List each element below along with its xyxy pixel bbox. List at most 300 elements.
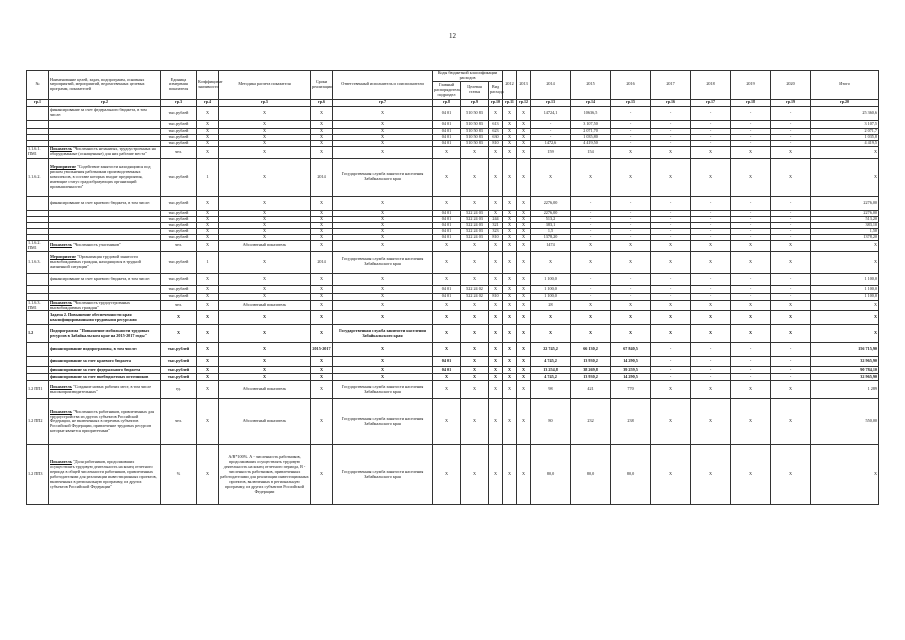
- row-target-item: X: [461, 251, 489, 273]
- row-value-2020: X: [771, 300, 811, 311]
- row-name: Показатель "Численность участников": [49, 240, 161, 251]
- row-value-2015: -: [571, 210, 611, 216]
- row-main-manager: 04 01: [433, 367, 461, 374]
- row-target-item: X: [461, 367, 489, 374]
- row-main-manager: X: [433, 251, 461, 273]
- row-target-item: 522 24 03: [461, 234, 489, 240]
- row-value-2013: X: [517, 293, 531, 300]
- row-value-2013: X: [517, 210, 531, 216]
- row-total: 1,50: [811, 228, 879, 234]
- row-value-2018: -: [691, 293, 731, 300]
- row-unit: тыс.рублей: [161, 134, 197, 140]
- header-year-2018: 2018: [691, 71, 731, 100]
- row-responsible: Государственная служба занятости населения Забайкальского края: [333, 445, 433, 505]
- row-name-keyword: Показатель: [50, 459, 72, 465]
- header-target-item: Целевая статья: [461, 81, 489, 99]
- row-value-2012: X: [503, 251, 517, 273]
- table-body: [27, 106, 879, 505]
- row-value-2020: -: [771, 128, 811, 134]
- row-value-2018: -: [691, 357, 731, 367]
- row-value-2016: -: [611, 293, 651, 300]
- row-method: X: [219, 128, 311, 134]
- row-value-2020: -: [771, 120, 811, 128]
- row-value-2018: X: [691, 325, 731, 343]
- row-target-item: 522 24 02: [461, 285, 489, 293]
- row-value-2012: X: [503, 228, 517, 234]
- row-responsible: X: [333, 210, 433, 216]
- row-target-item: X: [461, 357, 489, 367]
- row-value-2019: -: [731, 357, 771, 367]
- row-unit: X: [161, 325, 197, 343]
- row-method: X: [219, 120, 311, 128]
- row-term: X: [311, 128, 333, 134]
- row-value-2016: -: [611, 222, 651, 228]
- row-target-item: X: [461, 399, 489, 445]
- row-value-2013: X: [517, 381, 531, 399]
- row-main-manager: 04 01: [433, 210, 461, 216]
- row-coefficient: X: [197, 210, 219, 216]
- row-value-2012: X: [503, 325, 517, 343]
- row-value-2018: -: [691, 234, 731, 240]
- row-target-item: 510 50 83: [461, 134, 489, 140]
- row-coefficient: X: [197, 381, 219, 399]
- row-coefficient: X: [197, 128, 219, 134]
- row-value-2019: -: [731, 293, 771, 300]
- row-value-2017: -: [651, 222, 691, 228]
- row-value-2018: -: [691, 285, 731, 293]
- row-value-2015: -: [571, 285, 611, 293]
- row-responsible: X: [333, 311, 433, 325]
- row-term: X: [311, 273, 333, 285]
- row-value-2019: -: [731, 367, 771, 374]
- row-total: 2 071,7: [811, 128, 879, 134]
- row-expense-type: X: [489, 374, 503, 381]
- header-year-2012: 2012: [503, 71, 517, 100]
- row-value-2020: -: [771, 140, 811, 146]
- row-number: 1.1.6.1. ПМ1: [27, 146, 49, 158]
- row-value-2017: -: [651, 343, 691, 357]
- row-value-2014: -: [531, 134, 571, 140]
- row-expense-type: X: [489, 357, 503, 367]
- row-value-2020: X: [771, 445, 811, 505]
- row-main-manager: X: [433, 311, 461, 325]
- row-number: [27, 367, 49, 374]
- row-expense-type: X: [489, 311, 503, 325]
- row-term: X: [311, 140, 333, 146]
- row-value-2013: X: [517, 251, 531, 273]
- row-term: X: [311, 374, 333, 381]
- row-value-2017: X: [651, 300, 691, 311]
- row-value-2013: X: [517, 311, 531, 325]
- row-main-manager: X: [433, 146, 461, 158]
- row-target-item: X: [461, 196, 489, 210]
- table-row: [27, 251, 879, 273]
- row-total: 1378,20: [811, 234, 879, 240]
- row-term: X: [311, 381, 333, 399]
- row-total: 32 965,90: [811, 357, 879, 367]
- row-value-2018: X: [691, 399, 731, 445]
- row-value-2012: X: [503, 381, 517, 399]
- row-value-2013: X: [517, 106, 531, 120]
- row-expense-type: 323: [489, 228, 503, 234]
- row-value-2020: -: [771, 106, 811, 120]
- row-total: 4 419,5: [811, 140, 879, 146]
- row-target-item: 510 50 83: [461, 120, 489, 128]
- row-responsible: X: [333, 285, 433, 293]
- row-main-manager: X: [433, 374, 461, 381]
- row-coefficient: X: [197, 325, 219, 343]
- row-method: X: [219, 140, 311, 146]
- row-value-2020: -: [771, 357, 811, 367]
- row-value-2016: -: [611, 128, 651, 134]
- row-value-2019: -: [731, 128, 771, 134]
- column-number: гр.12: [517, 99, 531, 106]
- row-value-2013: X: [517, 240, 531, 251]
- row-coefficient: X: [197, 374, 219, 381]
- row-value-2013: X: [517, 285, 531, 293]
- row-value-2016: -: [611, 210, 651, 216]
- row-coefficient: X: [197, 146, 219, 158]
- row-name: Показатель "Численность трудоустроенных высвобождаемых граждан": [49, 300, 161, 311]
- row-name: финансирование за счет краевого бюджета, в том числе:: [49, 196, 161, 210]
- row-coefficient: X: [197, 293, 219, 300]
- row-value-2020: -: [771, 134, 811, 140]
- row-total: 513,20: [811, 216, 879, 222]
- row-number: 1.1.6.2.: [27, 158, 49, 196]
- header-number: №: [27, 71, 49, 100]
- row-responsible: X: [333, 357, 433, 367]
- table-row: [27, 367, 879, 374]
- row-target-item: X: [461, 325, 489, 343]
- row-responsible: X: [333, 128, 433, 134]
- row-value-2013: X: [517, 146, 531, 158]
- row-value-2017: -: [651, 216, 691, 222]
- row-value-2017: X: [651, 240, 691, 251]
- row-target-item: X: [461, 311, 489, 325]
- row-value-2017: -: [651, 374, 691, 381]
- row-method: X: [219, 311, 311, 325]
- table-row: [27, 325, 879, 343]
- row-value-2016: -: [611, 228, 651, 234]
- row-main-manager: X: [433, 158, 461, 196]
- header-year-2013: 2013: [517, 71, 531, 100]
- row-value-2014: 1,5: [531, 228, 571, 234]
- row-value-2015: X: [571, 311, 611, 325]
- row-value-2012: X: [503, 399, 517, 445]
- row-method: Абсолютный показатель: [219, 240, 311, 251]
- row-value-2018: X: [691, 240, 731, 251]
- row-number: 1.2 ПП3: [27, 445, 49, 505]
- row-expense-type: X: [489, 325, 503, 343]
- row-term: X: [311, 120, 333, 128]
- row-coefficient: X: [197, 343, 219, 357]
- row-main-manager: X: [433, 381, 461, 399]
- row-name: [49, 120, 161, 128]
- row-value-2016: -: [611, 285, 651, 293]
- row-value-2019: X: [731, 445, 771, 505]
- row-method: X: [219, 158, 311, 196]
- row-value-2016: X: [611, 158, 651, 196]
- row-total: 1 289: [811, 381, 879, 399]
- row-total: 383,10: [811, 222, 879, 228]
- row-method: X: [219, 285, 311, 293]
- row-number: [27, 311, 49, 325]
- row-name: Подпрограмма "Повышение мобильности трудовых ресурсов в Забайкальском крае на 2015-2017 годы": [49, 325, 161, 343]
- row-value-2012: X: [503, 285, 517, 293]
- row-value-2017: -: [651, 293, 691, 300]
- row-value-2019: X: [731, 146, 771, 158]
- row-value-2012: X: [503, 374, 517, 381]
- row-method: X: [219, 273, 311, 285]
- row-value-2018: -: [691, 367, 731, 374]
- row-target-item: 522 24 03: [461, 228, 489, 234]
- row-coefficient: X: [197, 106, 219, 120]
- row-value-2014: 383,1: [531, 222, 571, 228]
- program-table-sheet: [26, 70, 878, 505]
- row-unit: %: [161, 445, 197, 505]
- row-value-2018: -: [691, 216, 731, 222]
- row-expense-type: X: [489, 399, 503, 445]
- row-value-2012: X: [503, 273, 517, 285]
- row-value-2020: -: [771, 222, 811, 228]
- row-value-2012: X: [503, 216, 517, 222]
- row-value-2018: -: [691, 222, 731, 228]
- row-main-manager: 04 01: [433, 285, 461, 293]
- row-expense-type: X: [489, 381, 503, 399]
- row-value-2018: -: [691, 106, 731, 120]
- row-value-2015: 80,0: [571, 445, 611, 505]
- row-value-2014: 1 100,0: [531, 293, 571, 300]
- row-value-2020: X: [771, 251, 811, 273]
- table-row: [27, 300, 879, 311]
- row-value-2012: X: [503, 300, 517, 311]
- row-value-2015: -: [571, 228, 611, 234]
- row-responsible: X: [333, 196, 433, 210]
- row-total: X: [811, 300, 879, 311]
- header-term: Сроки реализации: [311, 71, 333, 100]
- row-value-2019: -: [731, 140, 771, 146]
- row-value-2012: X: [503, 234, 517, 240]
- row-main-manager: 04 01: [433, 357, 461, 367]
- row-main-manager: X: [433, 300, 461, 311]
- row-expense-type: X: [489, 106, 503, 120]
- row-method: X: [219, 234, 311, 240]
- row-name: Мероприятие "Содействие занятости находящимся под риском увольнения работникам производственных комплексов, в составе которых входят предприятия, имеющие статус градообразующих организаций промышленности": [49, 158, 161, 196]
- row-value-2016: 67 840,5: [611, 343, 651, 357]
- row-expense-type: 810: [489, 234, 503, 240]
- row-value-2015: 13 930,2: [571, 357, 611, 367]
- table-row: [27, 357, 879, 367]
- row-expense-type: X: [489, 210, 503, 216]
- table-row: [27, 146, 879, 158]
- row-value-2012: X: [503, 140, 517, 146]
- row-total: 25 360,6: [811, 106, 879, 120]
- row-value-2020: -: [771, 234, 811, 240]
- page-number: 12: [449, 32, 456, 40]
- row-value-2014: 4 745,2: [531, 357, 571, 367]
- row-value-2018: X: [691, 445, 731, 505]
- row-value-2015: 421: [571, 381, 611, 399]
- row-term: X: [311, 311, 333, 325]
- row-coefficient: X: [197, 240, 219, 251]
- row-coefficient: X: [197, 196, 219, 210]
- row-expense-type: 321: [489, 222, 503, 228]
- row-target-item: X: [461, 381, 489, 399]
- row-coefficient: X: [197, 134, 219, 140]
- row-value-2014: 1 100,0: [531, 285, 571, 293]
- row-value-2019: X: [731, 399, 771, 445]
- row-name: Показатель "Доля работников, продолживших осуществлять трудовую деятельность на конец отчетного периода в общей численности работников, привлеченных работодателями для реализации инвестиционных проектов, включенных в региональную программу, из других субъектов Российской Федерации": [49, 445, 161, 505]
- row-responsible: X: [333, 300, 433, 311]
- row-total: 2276,00: [811, 210, 879, 216]
- row-value-2015: 3 107,50: [571, 120, 611, 128]
- row-value-2015: X: [571, 325, 611, 343]
- row-number: 1.1.6.3. ПМ1: [27, 300, 49, 311]
- row-value-2016: X: [611, 240, 651, 251]
- row-value-2020: -: [771, 367, 811, 374]
- row-value-2017: -: [651, 134, 691, 140]
- row-value-2012: X: [503, 134, 517, 140]
- row-expense-type: 623: [489, 128, 503, 134]
- row-expense-type: 630: [489, 134, 503, 140]
- row-value-2018: -: [691, 134, 731, 140]
- row-value-2013: X: [517, 134, 531, 140]
- row-value-2014: 1472,6: [531, 140, 571, 146]
- row-value-2019: -: [731, 222, 771, 228]
- row-value-2013: X: [517, 158, 531, 196]
- row-term: 2014: [311, 251, 333, 273]
- row-value-2012: X: [503, 357, 517, 367]
- row-method: X: [219, 196, 311, 210]
- row-name-keyword: Показатель: [50, 384, 72, 390]
- row-number: [27, 285, 49, 293]
- row-expense-type: X: [489, 146, 503, 158]
- row-expense-type: X: [489, 285, 503, 293]
- row-name: Показатель "Создание новых рабочих мест, в том числе высокопроизводительных": [49, 381, 161, 399]
- row-value-2016: X: [611, 251, 651, 273]
- row-value-2014: 159: [531, 146, 571, 158]
- row-value-2013: X: [517, 357, 531, 367]
- row-number: [27, 106, 49, 120]
- header-main-manager: Главный распорядитель, подраздел: [433, 81, 461, 99]
- row-value-2017: X: [651, 311, 691, 325]
- row-expense-type: X: [489, 158, 503, 196]
- table-row: [27, 106, 879, 120]
- row-method: X: [219, 374, 311, 381]
- row-unit: чел.: [161, 240, 197, 251]
- column-number: гр.14: [571, 99, 611, 106]
- row-responsible: X: [333, 146, 433, 158]
- row-value-2017: -: [651, 120, 691, 128]
- row-value-2013: X: [517, 343, 531, 357]
- row-value-2018: -: [691, 228, 731, 234]
- column-number-row: [27, 99, 879, 106]
- row-method: А/В*100%. А - численность работников, продолживших осуществлять трудовую деятельность на конец отчетного периода, В - численность работников, привлеченных работодателями для реализации инвестиционных проектов, включенных в региональную программу, из других субъектов Российской Федерации: [219, 445, 311, 505]
- row-total: 550,00: [811, 399, 879, 445]
- row-method: Абсолютный показатель: [219, 399, 311, 445]
- row-number: 1.2 ПП1: [27, 381, 49, 399]
- row-coefficient: X: [197, 399, 219, 445]
- row-value-2015: -: [571, 293, 611, 300]
- row-value-2015: 10636,5: [571, 106, 611, 120]
- column-number: гр.19: [771, 99, 811, 106]
- row-value-2014: 98: [531, 381, 571, 399]
- row-coefficient: 1: [197, 251, 219, 273]
- row-value-2013: X: [517, 216, 531, 222]
- row-total: 1 035,8: [811, 134, 879, 140]
- column-number: гр.15: [611, 99, 651, 106]
- row-total: X: [811, 146, 879, 158]
- row-name: Показатель "Численность незанятых, трудоустроенных на оборудованные (оснащенные) для них рабочие места": [49, 146, 161, 158]
- row-responsible: X: [333, 134, 433, 140]
- row-value-2018: -: [691, 196, 731, 210]
- header-year-2015: 2015: [571, 71, 611, 100]
- row-value-2020: -: [771, 374, 811, 381]
- row-value-2016: 14 290,5: [611, 357, 651, 367]
- row-term: 2014: [311, 158, 333, 196]
- row-value-2019: -: [731, 134, 771, 140]
- row-expense-type: 613: [489, 120, 503, 128]
- table-row: [27, 293, 879, 300]
- row-target-item: 522 24 03: [461, 222, 489, 228]
- row-value-2019: X: [731, 311, 771, 325]
- row-value-2014: 4 745,2: [531, 374, 571, 381]
- row-unit: чел.: [161, 399, 197, 445]
- row-value-2018: X: [691, 251, 731, 273]
- row-value-2013: X: [517, 374, 531, 381]
- row-value-2014: 2276,00: [531, 210, 571, 216]
- row-expense-type: X: [489, 343, 503, 357]
- row-expense-type: X: [489, 367, 503, 374]
- row-target-item: X: [461, 300, 489, 311]
- row-value-2013: X: [517, 128, 531, 134]
- row-value-2020: -: [771, 216, 811, 222]
- row-value-2018: -: [691, 128, 731, 134]
- column-number: гр.4: [197, 99, 219, 106]
- row-coefficient: X: [197, 140, 219, 146]
- row-value-2018: -: [691, 140, 731, 146]
- row-coefficient: X: [197, 300, 219, 311]
- row-total: 1 100,0: [811, 273, 879, 285]
- row-expense-type: X: [489, 251, 503, 273]
- row-value-2016: X: [611, 325, 651, 343]
- row-number: [27, 196, 49, 210]
- row-number: [27, 120, 49, 128]
- table-row: [27, 311, 879, 325]
- row-target-item: 510 50 83: [461, 140, 489, 146]
- row-total: 3 107,5: [811, 120, 879, 128]
- row-method: X: [219, 210, 311, 216]
- row-main-manager: 04 01: [433, 134, 461, 140]
- row-value-2014: 1474: [531, 240, 571, 251]
- row-value-2020: X: [771, 158, 811, 196]
- row-total: 2276,00: [811, 196, 879, 210]
- header-total: Итого: [811, 71, 879, 100]
- row-number: [27, 357, 49, 367]
- row-unit: тыс.рублей: [161, 106, 197, 120]
- row-total: X: [811, 445, 879, 505]
- row-value-2017: -: [651, 367, 691, 374]
- row-value-2016: -: [611, 216, 651, 222]
- row-value-2012: X: [503, 222, 517, 228]
- row-target-item: 510 50 83: [461, 106, 489, 120]
- row-method: X: [219, 325, 311, 343]
- row-expense-type: X: [489, 196, 503, 210]
- row-unit: тыс.рублей: [161, 367, 197, 374]
- row-coefficient: X: [197, 120, 219, 128]
- row-term: X: [311, 216, 333, 222]
- row-main-manager: X: [433, 196, 461, 210]
